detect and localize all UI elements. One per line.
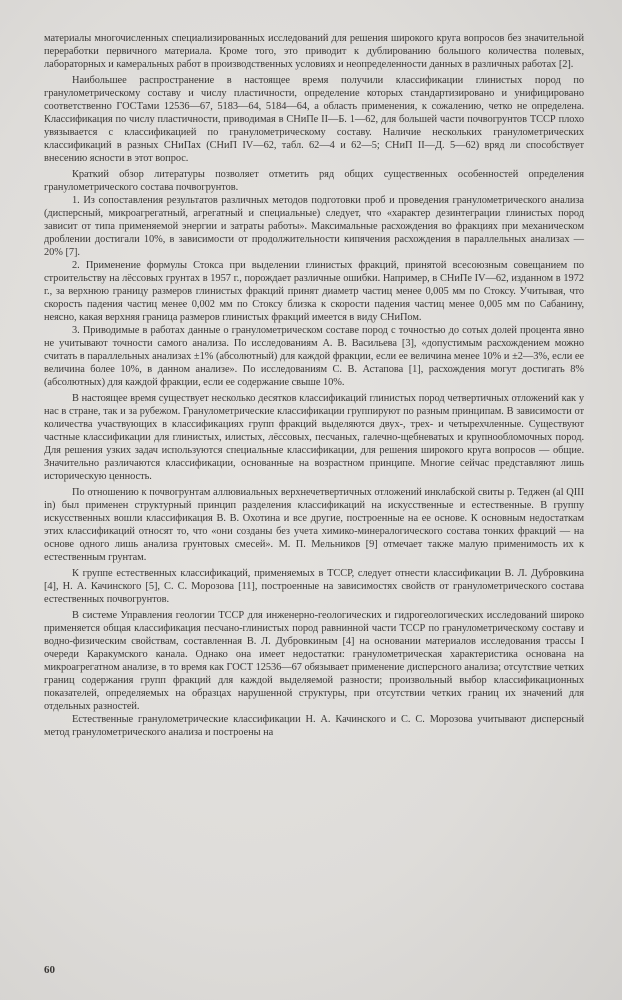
paragraph: 1. Из сопоставления результатов различных методов подготовки проб и проведения гранулометрического анализа (дисперсный, микроагрегатный, агрегатный и специальные) следует, что «характер дезинтеграции глинистых пород зависит от типа применяемой энергии и затраты работы». Максимальные расхождения во фракциях при механическом дроблении достигали 10%, в зависимости от продолжительности кипячения расхождения в параллельных анализах — 20% [7]. <box>44 195 584 258</box>
paragraph: По отношению к почвогрунтам аллювиальных верхнечетвертичных отложений инклабской свиты р. Теджен (al QIII in) был применен структурный принцип разделения классификаций на искусственные и естественные. В группу искусственных вошли классификация В. В. Охотина и все другие, построенные на ее основе. К основным недостаткам этих классификаций относят то, что «они созданы без учета химико-минералогического состава тонких фракций — на основе одного лишь анализа грунтовых смесей». М. П. Мельников [9] отмечает также малую применимость их к естественным грунтам. <box>44 487 584 563</box>
paragraph: 3. Приводимые в работах данные о гранулометрическом составе пород с точностью до сотых долей процента явно не учитывают точности самого анализа. По исследованиям А. В. Васильева [3], «допустимым расхождением можно считать в параллельных анализах ±1% (абсолютный) для каждой фракции, если ее величина менее 10% и ±2—3%, если ее величина более 10%, в данном анализе». По исследованиям С. В. Астапова [1], расхождения могут достигать 8% (абсолютных) для каждой фракции, если ее содержание свыше 10%. <box>44 325 584 388</box>
paragraph: Естественные гранулометрические классификации Н. А. Качинского и С. С. Морозова учитывают дисперсный метод гранулометрического анализа и построены на <box>44 714 584 738</box>
paragraph: материалы многочисленных специализированных исследований для решения широкого круга вопросов без значительной переработки первичного материала. Кроме того, это приводит к дублированию большого количества полевых, лабораторных и камеральных работ в производственных условиях и неопределенности данных в различных работах [2]. <box>44 33 584 70</box>
paragraph: Наибольшее распространение в настоящее время получили классификации глинистых пород по гранулометрическому составу и числу пластичности, определение которых стандартизировано и унифицировано соответственно ГОСТами 12536—67, 5183—64, 5184—64, а область применения, к сожалению, четко не определена. Классификация по числу пластичности, приводимая в СНиПе II—Б. 1—62, для большей части почвогрунтов ТССР плохо увязывается с классификацией по гранулометрическому составу. Наличие нескольких гранулометрических классификаций в разных СНиПах (СНиП IV—62, табл. 62—4 и 62—5; СНиП II—Д. 5—62) вряд ли способствует внесению ясности в этот вопрос. <box>44 75 584 164</box>
page-number: 60 <box>44 964 55 976</box>
paragraph: Краткий обзор литературы позволяет отметить ряд общих существенных особенностей определения гранулометрического состава почвогрунтов. <box>44 169 584 193</box>
paragraph: В системе Управления геологии ТССР для инженерно-геологических и гидрогеологических исследований широко применяется общая классификация песчано-глинистых пород равнинной части ТССР по гранулометрическому составу и водно-физическим свойствам, составленная В. Л. Дубровкиным [4] на основании материалов исследования трассы I очереди Каракумского канала. Однако она имеет недостатки: гранулометрическая характеристика основана на микроагрегатном анализе, в то время как ГОСТ 12536—67 обязывает применение дисперсного анализа; отсутствие четких границ содержания групп фракций для каждой выделяемой разности; произвольный выбор классификационных показателей, определяемых на образцах нарушенной структуры, при отсутствии четких границ их значений для отдельных разностей. <box>44 610 584 712</box>
paragraph: К группе естественных классификаций, применяемых в ТССР, следует отнести классификации В. Л. Дубровкина [4], Н. А. Качинского [5], С. С. Морозова [11], построенные на зависимостях свойств от гранулометрического состава естественных почвогрунтов. <box>44 568 584 605</box>
paragraph: 2. Применение формулы Стокса при выделении глинистых фракций, принятой всесоюзным совещанием по строительству на лёссовых грунтах в 1957 г., порождает различные ошибки. Например, в СНиПе IV—62, изданном в 1972 г., за верхнюю границу размеров глинистых фракций принят диаметр частиц менее 0,005 мм по Стоксу. Учитывая, что скорость падения частиц менее 0,002 мм по Стоксу близка к скорости падения частиц менее 0,005 мм по Сабанину, неясно, какая верхняя граница размеров глинистых фракций имеется в виду СНиПом. <box>44 260 584 323</box>
body-text <box>44 32 584 739</box>
paragraph: В настоящее время существует несколько десятков классификаций глинистых пород четвертичных отложений как у нас в стране, так и за рубежом. Гранулометрические классификации группируют по разным принципам. В зависимости от количества участвующих в классификациях групп фракций выделяются двух-, трех- и четырехчленные. Существуют частные классификации для глинистых, илистых, лёссовых, песчаных, галечно-щебневатых и крупнообломочных пород. Для решения узких задач используются специальные классификации, для решения широкого круга вопросов — общие. Значительно различаются классификации, основанные на возрастном принципе. Многие сейчас представляют лишь историческую ценность. <box>44 393 584 482</box>
